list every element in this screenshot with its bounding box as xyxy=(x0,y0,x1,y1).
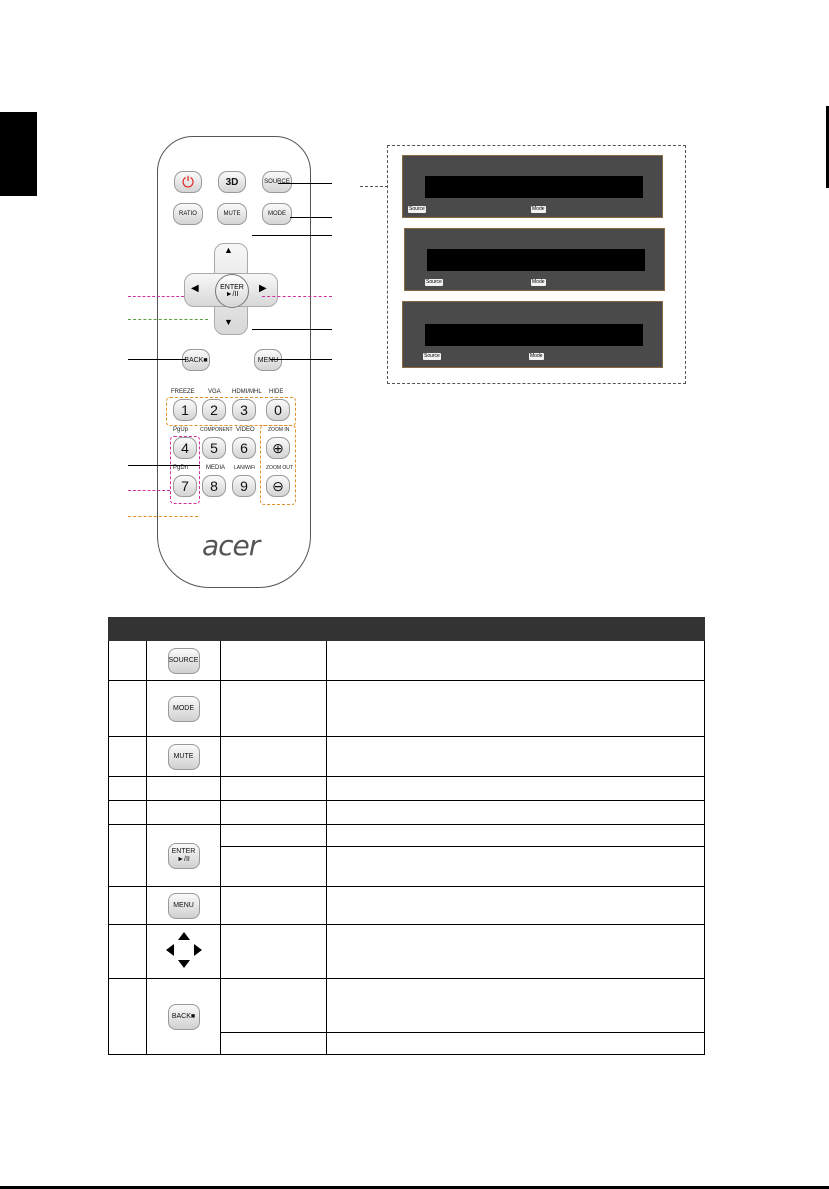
callout-zoom-highlight xyxy=(260,425,296,505)
keypad-caption: LAN/WiFi xyxy=(234,465,256,471)
table-row xyxy=(109,925,705,979)
enter-icon: ENTER ►/II xyxy=(168,843,200,869)
callout-keypad-highlight xyxy=(166,397,296,426)
mode-button[interactable]: MODE xyxy=(262,203,292,225)
osd-chip-source: Source xyxy=(426,279,442,285)
keystone-up-icon[interactable]: ▲ xyxy=(224,245,233,255)
callout-line xyxy=(128,465,200,466)
osd-panel xyxy=(402,155,663,218)
osd-bar xyxy=(425,176,643,198)
zoom-out-button[interactable]: ⊖ xyxy=(266,475,290,497)
key-9-button[interactable]: 9 xyxy=(232,475,256,497)
power-icon: ⏻ xyxy=(182,173,194,191)
button-function-table xyxy=(108,617,705,1055)
callout-line xyxy=(262,296,332,297)
keypad-caption: VGA xyxy=(208,389,221,395)
source-button[interactable]: SOURCE xyxy=(262,171,292,193)
callout-line xyxy=(360,186,388,187)
table-header-cell xyxy=(147,618,221,641)
zoom-in-button[interactable]: ⊕ xyxy=(266,437,290,459)
callout-line xyxy=(128,319,208,320)
key-0-button[interactable]: 0 xyxy=(266,399,290,421)
key-4-button[interactable]: 4 xyxy=(173,437,197,459)
callout-line xyxy=(252,235,332,236)
osd-chip-source: Source xyxy=(409,206,425,212)
table-row xyxy=(109,641,705,681)
callout-line xyxy=(128,296,184,297)
callout-page-highlight xyxy=(170,436,200,504)
key-8-button[interactable]: 8 xyxy=(202,475,226,497)
callout-line xyxy=(290,217,332,218)
osd-panel xyxy=(404,228,665,291)
keypad-caption: HDMI/MHL xyxy=(232,389,262,395)
key-5-button[interactable]: 5 xyxy=(202,437,226,459)
key-7-button[interactable]: 7 xyxy=(173,475,197,497)
mute-button[interactable]: MUTE xyxy=(217,203,247,225)
osd-chip-mode: Mode xyxy=(532,279,545,285)
keypad-caption: VIDEO xyxy=(236,427,255,433)
table-row xyxy=(109,979,705,1033)
keystone-down-icon[interactable]: ▼ xyxy=(224,317,233,327)
table-header-row xyxy=(109,618,705,641)
table-header-cell xyxy=(327,618,705,641)
menu-icon: MENU xyxy=(168,893,200,919)
callout-line xyxy=(252,329,332,330)
osd-chip-source: Source xyxy=(424,353,440,359)
acer-logo: acer xyxy=(202,529,260,562)
keypad-caption: MEDIA xyxy=(206,465,226,471)
keypad-caption: ZOOM IN xyxy=(268,427,290,433)
menu-button[interactable]: MENU xyxy=(254,349,282,371)
table-cell xyxy=(147,777,221,801)
keypad-caption: PgDn xyxy=(173,465,189,471)
back-button[interactable]: BACK■ xyxy=(182,349,210,371)
osd-chip-mode: Mode xyxy=(530,353,543,359)
three-d-button[interactable]: 3D xyxy=(218,171,246,193)
table-cell xyxy=(147,801,221,825)
key-3-button[interactable]: 3 xyxy=(232,399,256,421)
osd-bar xyxy=(427,249,645,271)
table-row xyxy=(109,887,705,925)
osd-bar xyxy=(425,324,643,346)
osd-chip-mode: Mode xyxy=(532,206,545,212)
remote-control xyxy=(157,136,311,588)
back-icon: BACK■ xyxy=(168,1004,200,1030)
key-6-button[interactable]: 6 xyxy=(232,437,256,459)
callout-line xyxy=(128,359,186,360)
power-button[interactable] xyxy=(174,171,202,193)
keypad-caption: PgUp xyxy=(173,427,189,433)
chapter-tab xyxy=(0,112,37,196)
callout-line xyxy=(270,359,332,360)
mode-icon: MODE xyxy=(168,696,200,722)
mute-icon: MUTE xyxy=(168,744,200,770)
play-pause-label: ►/II xyxy=(225,291,239,298)
keypad-caption: COMPONENT xyxy=(200,427,233,433)
key-1-button[interactable]: 1 xyxy=(173,399,197,421)
table-row xyxy=(109,777,705,801)
enter-button[interactable] xyxy=(215,274,249,308)
ratio-button[interactable]: RATIO xyxy=(173,203,203,225)
table-header-cell xyxy=(221,618,327,641)
keypad-caption: HIDE xyxy=(269,389,284,395)
key-2-button[interactable]: 2 xyxy=(202,399,226,421)
table-row xyxy=(109,681,705,737)
right-arrow-icon[interactable]: ▶ xyxy=(259,283,267,294)
table-row xyxy=(109,825,705,847)
source-icon: SOURCE xyxy=(168,648,200,674)
callout-line xyxy=(128,516,198,517)
four-way-arrows-icon xyxy=(165,931,203,969)
table-header-cell xyxy=(109,618,147,641)
keypad-caption: FREEZE xyxy=(171,389,195,395)
table-row xyxy=(109,801,705,825)
table-row xyxy=(109,737,705,777)
callout-line xyxy=(278,183,332,184)
enter-label: ENTER xyxy=(220,284,244,291)
keypad-caption: ZOOM OUT xyxy=(266,465,293,471)
callout-line xyxy=(128,490,170,491)
left-arrow-icon[interactable]: ◀ xyxy=(191,283,199,294)
osd-panel xyxy=(402,301,663,368)
